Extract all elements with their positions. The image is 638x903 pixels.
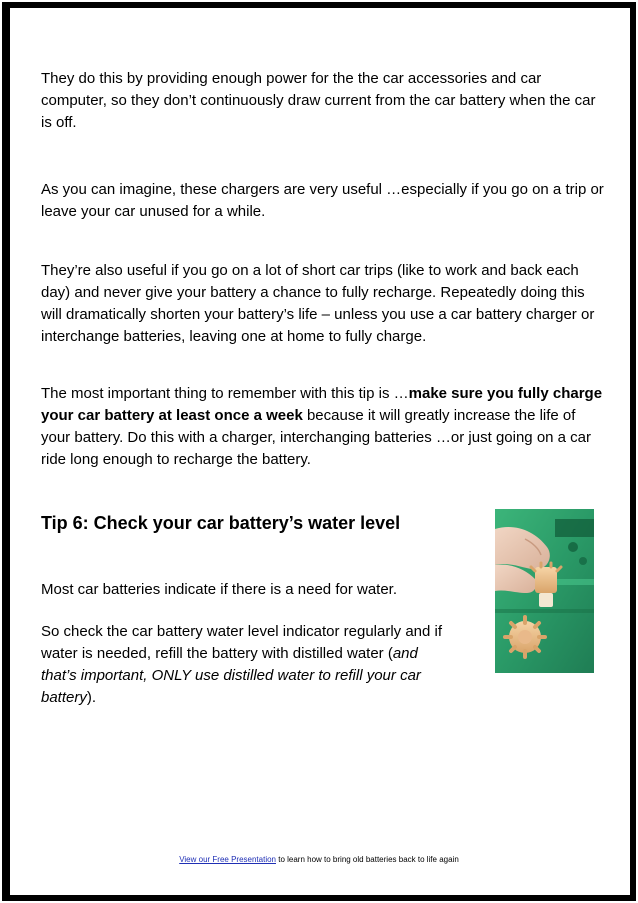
paragraph-important-end: because it will greatly increase the life of your battery. Do this with a charger, interchanging batteries …or just going on a car ride long enough to recharge the battery. bbox=[41, 407, 592, 468]
paragraph-refill-water bbox=[41, 621, 451, 709]
battery-photo-illustration bbox=[495, 509, 594, 673]
paragraph-short-trips: They’re also useful if you go on a lot of short car trips (like to work and back each day) and never give your battery a chance to fully recharge. Repeatedly doing this will dramatically shorten your battery’s life – unless you use a car battery charger or interchange batteries, leaving one at home to fully charge. bbox=[41, 262, 595, 345]
paragraph-refill-italic: and that’s important, ONLY use distilled water to refill your car battery bbox=[41, 645, 421, 706]
paragraph-important-bold: make sure you fully charge your car battery at least once a week bbox=[41, 385, 603, 424]
paragraph-refill-start: So check the car battery water level indicator regularly and if water is needed, refill the battery with distilled water ( bbox=[41, 623, 443, 662]
paragraph-important-thing bbox=[41, 383, 606, 471]
footer-promo-text: to learn how to bring old batteries back to life again bbox=[276, 855, 459, 864]
paragraph-accessory-power: They do this by providing enough power for the the car accessories and car computer, so they don’t continuously draw current from the car battery when the car is off. bbox=[41, 70, 596, 131]
free-presentation-link[interactable]: View our Free Presentation bbox=[179, 855, 276, 864]
paragraph-important-start: The most important thing to remember with this tip is … bbox=[41, 385, 409, 402]
paragraph-chargers-useful: As you can imagine, these chargers are very useful …especially if you go on a trip or leave your car unused for a while. bbox=[41, 181, 604, 220]
paragraph-refill-end: ). bbox=[86, 689, 97, 706]
paragraph-water-indicator: Most car batteries indicate if there is a need for water. bbox=[41, 581, 398, 598]
footer-promo bbox=[0, 855, 638, 865]
tip-6-heading: Tip 6: Check your car battery’s water level bbox=[41, 513, 401, 533]
battery-water-photo bbox=[495, 509, 594, 673]
